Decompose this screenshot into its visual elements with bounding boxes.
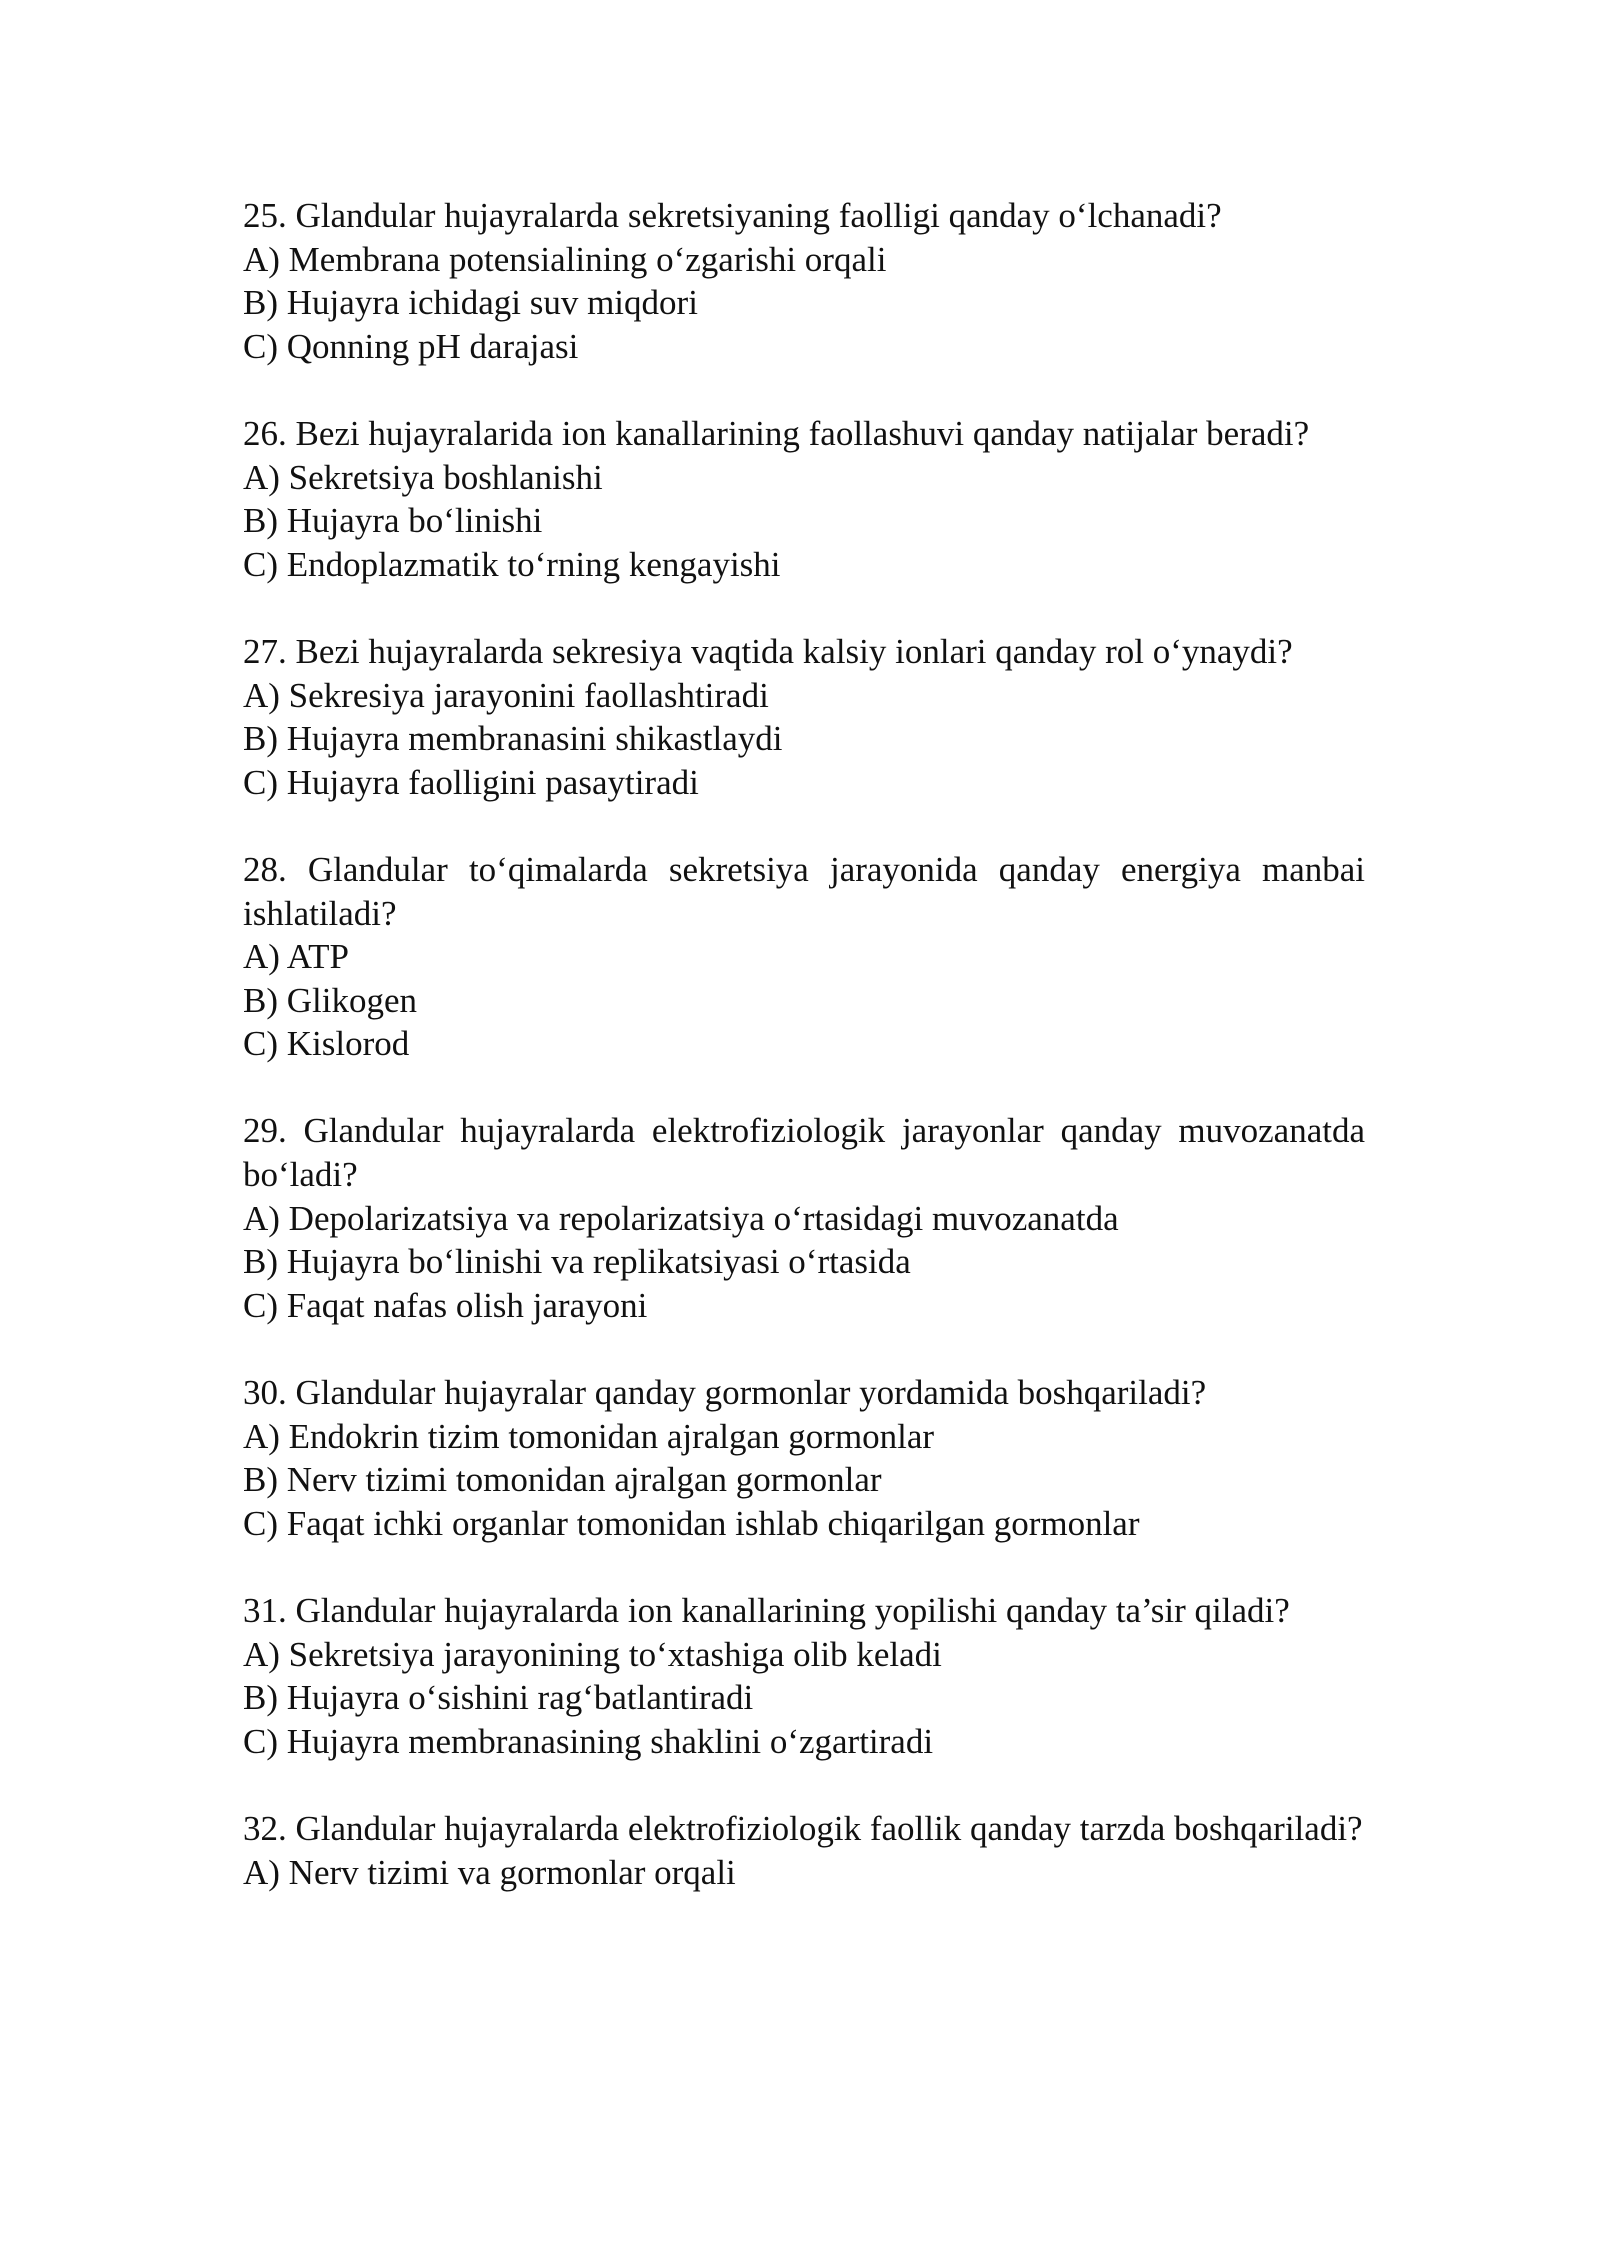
- question-32: [243, 1807, 1365, 1894]
- question-text: 29. Glandular hujayralarda elektrofiziologik jarayonlar qanday muvozanatda bo‘ladi?: [243, 1111, 1365, 1195]
- option-c: C) Qonning pH darajasi: [243, 326, 579, 366]
- option-a: A) Membrana potensialining o‘zgarishi orqali: [243, 239, 887, 279]
- option-b: B) Hujayra bo‘linishi va replikatsiyasi o‘rtasida: [243, 1242, 911, 1282]
- option-b: B) Hujayra ichidagi suv miqdori: [243, 283, 698, 323]
- question-28: [243, 848, 1365, 1066]
- question-30: [243, 1371, 1365, 1545]
- question-text: 28. Glandular to‘qimalarda sekretsiya jarayonida qanday energiya manbai ishlatiladi?: [243, 849, 1365, 933]
- question-text: 31. Glandular hujayralarda ion kanallarining yopilishi qanday ta’sir qiladi?: [243, 1591, 1290, 1630]
- option-b: B) Glikogen: [243, 980, 418, 1020]
- question-25: [243, 194, 1365, 368]
- question-31: [243, 1589, 1365, 1763]
- question-27: [243, 630, 1365, 804]
- option-a: A) Depolarizatsiya va repolarizatsiya o‘rtasidagi muvozanatda: [243, 1198, 1119, 1238]
- option-c: C) Hujayra membranasining shaklini o‘zgartiradi: [243, 1721, 934, 1761]
- option-b: B) Nerv tizimi tomonidan ajralgan gormonlar: [243, 1460, 882, 1500]
- option-a: A) Endokrin tizim tomonidan ajralgan gormonlar: [243, 1416, 935, 1456]
- option-c: C) Endoplazmatik to‘rning kengayishi: [243, 544, 781, 584]
- option-c: C) Faqat nafas olish jarayoni: [243, 1285, 648, 1325]
- option-a: A) Sekretsiya jarayonining to‘xtashiga olib keladi: [243, 1634, 942, 1674]
- option-b: B) Hujayra o‘sishini rag‘batlantiradi: [243, 1678, 754, 1718]
- option-c: C) Faqat ichki organlar tomonidan ishlab chiqarilgan gormonlar: [243, 1503, 1140, 1543]
- option-b: B) Hujayra bo‘linishi: [243, 501, 543, 541]
- question-text: 32. Glandular hujayralarda elektrofiziologik faollik qanday tarzda boshqariladi?: [243, 1808, 1363, 1848]
- option-c: C) Kislorod: [243, 1024, 410, 1064]
- question-text: 30. Glandular hujayralar qanday gormonlar yordamida boshqariladi?: [243, 1373, 1207, 1413]
- option-a: A) ATP: [243, 937, 349, 977]
- option-a: A) Sekresiya jarayonini faollashtiradi: [243, 675, 769, 715]
- option-b: B) Hujayra membranasini shikastlaydi: [243, 719, 783, 759]
- question-list: [243, 194, 1365, 1938]
- option-c: C) Hujayra faolligini pasaytiradi: [243, 762, 699, 802]
- option-a: A) Sekretsiya boshlanishi: [243, 457, 603, 497]
- question-29: [243, 1109, 1365, 1327]
- question-text: 26. Bezi hujayralarida ion kanallarining faollashuvi qanday natijalar beradi?: [243, 413, 1310, 453]
- question-text: 25. Glandular hujayralarda sekretsiyaning faolligi qanday o‘lchanadi?: [243, 196, 1222, 235]
- question-26: [243, 412, 1365, 586]
- option-a: A) Nerv tizimi va gormonlar orqali: [243, 1852, 736, 1892]
- question-text: 27. Bezi hujayralarda sekresiya vaqtida kalsiy ionlari qanday rol o‘ynaydi?: [243, 631, 1293, 671]
